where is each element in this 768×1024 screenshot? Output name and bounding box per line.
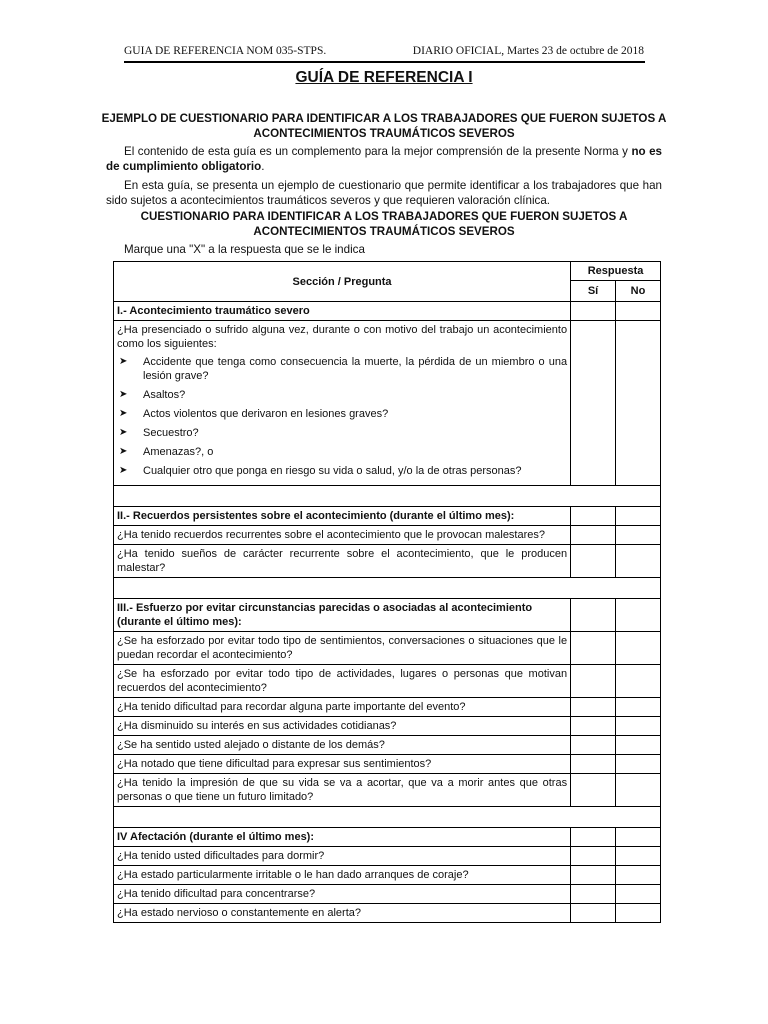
answer-yes-cell[interactable]	[571, 847, 616, 866]
answer-yes-cell[interactable]	[571, 736, 616, 755]
question-text: ¿Ha disminuido su interés en sus actividades cotidianas?	[114, 717, 571, 736]
answer-no-cell[interactable]	[616, 507, 661, 526]
table-row	[114, 665, 661, 698]
question-text: ¿Ha tenido recuerdos recurrentes sobre el acontecimiento que le provocan malestares?	[114, 526, 571, 545]
answer-yes-cell[interactable]	[571, 599, 616, 632]
table-row	[114, 717, 661, 736]
answer-yes-cell[interactable]	[571, 717, 616, 736]
document-title: GUÍA DE REFERENCIA I	[295, 69, 473, 86]
section-header-row	[114, 302, 661, 321]
table-row	[114, 885, 661, 904]
answer-yes-cell[interactable]	[571, 866, 616, 885]
question-text: ¿Ha presenciado o sufrido alguna vez, durante o con motivo del trabajo un acontecimiento como los siguientes:	[117, 324, 568, 350]
event-list-item: ➤ Secuestro?	[117, 426, 567, 440]
event-list-item: ➤ Asaltos?	[117, 388, 567, 402]
intro-bold-text: no es de cumplimiento obligatorio	[106, 145, 662, 173]
answer-no-cell[interactable]	[616, 632, 661, 665]
answer-no-cell[interactable]	[616, 717, 661, 736]
answer-no-cell[interactable]	[616, 755, 661, 774]
answer-no-cell[interactable]	[616, 599, 661, 632]
event-list-item: ➤ Accidente que tenga como consecuencia la muerte, la pérdida de un miembro o una lesión grave?	[117, 355, 567, 383]
table-row	[114, 904, 661, 923]
answer-no-cell[interactable]	[616, 545, 661, 578]
question-text: ¿Se ha sentido usted alejado o distante de los demás?	[114, 736, 571, 755]
header-right: DIARIO OFICIAL, Martes 23 de octubre de 2018	[412, 45, 644, 57]
table-row	[114, 526, 661, 545]
answer-no-cell[interactable]	[616, 698, 661, 717]
question-text: ¿Ha tenido usted dificultades para dormir?	[114, 847, 571, 866]
spacer-cell	[114, 486, 661, 507]
header-no: No	[616, 281, 661, 302]
answer-yes-cell[interactable]	[571, 507, 616, 526]
question-text: ¿Ha tenido dificultad para recordar alguna parte importante del evento?	[114, 698, 571, 717]
answer-no-cell[interactable]	[616, 774, 661, 807]
section-header-row	[114, 599, 661, 632]
question-text: ¿Se ha esforzado por evitar todo tipo de sentimientos, conversaciones o situaciones que le puedan recordar el acontecimiento?	[114, 632, 571, 665]
question-text: ¿Se ha esforzado por evitar todo tipo de actividades, lugares o personas que motivan recuerdos del acontecimiento?	[114, 665, 571, 698]
spacer-row	[114, 486, 661, 507]
question-text: ¿Ha tenido la impresión de que su vida se va a acortar, que va a morir antes que otras personas o que tiene un futuro limitado?	[114, 774, 571, 807]
answer-yes-cell[interactable]	[571, 885, 616, 904]
answer-yes-cell[interactable]	[571, 321, 616, 486]
answer-yes-cell[interactable]	[571, 774, 616, 807]
intro-text: El contenido de esta guía es un complemento para la mejor comprensión de la presente Norma y	[124, 145, 632, 158]
section-title: III.- Esfuerzo por evitar circunstancias parecidas o asociadas al acontecimiento (durante el último mes):	[114, 599, 571, 632]
event-list	[117, 355, 567, 478]
answer-no-cell[interactable]	[616, 321, 661, 486]
section-title: II.- Recuerdos persistentes sobre el acontecimiento (durante el último mes):	[114, 507, 571, 526]
section-title: IV Afectación (durante el último mes):	[114, 828, 571, 847]
answer-no-cell[interactable]	[616, 302, 661, 321]
table-row	[114, 774, 661, 807]
event-list-item: ➤ Amenazas?, o	[117, 445, 567, 459]
question-cell	[114, 321, 571, 486]
spacer-row	[114, 578, 661, 599]
section-header-row	[114, 828, 661, 847]
answer-yes-cell[interactable]	[571, 828, 616, 847]
questionnaire-body	[114, 302, 661, 923]
header-divider	[124, 61, 645, 63]
answer-yes-cell[interactable]	[571, 545, 616, 578]
intro-paragraph-2: En esta guía, se presenta un ejemplo de cuestionario que permite identificar a los trabajadores que han sido sujetos a acontecimientos traumáticos severos y que requieren valoración clínica.	[106, 179, 662, 207]
answer-no-cell[interactable]	[616, 904, 661, 923]
question-text: ¿Ha tenido sueños de carácter recurrente sobre el acontecimiento, que le producen malestar?	[114, 545, 571, 578]
spacer-cell	[114, 807, 661, 828]
question-text: ¿Ha estado particularmente irritable o le han dado arranques de coraje?	[114, 866, 571, 885]
answer-yes-cell[interactable]	[571, 698, 616, 717]
table-row	[114, 321, 661, 486]
answer-no-cell[interactable]	[616, 828, 661, 847]
answer-no-cell[interactable]	[616, 665, 661, 698]
question-text: ¿Ha tenido dificultad para concentrarse?	[114, 885, 571, 904]
intro-paragraph-1	[106, 144, 662, 174]
answer-no-cell[interactable]	[616, 526, 661, 545]
answer-yes-cell[interactable]	[571, 526, 616, 545]
answer-yes-cell[interactable]	[571, 755, 616, 774]
header-left: GUIA DE REFERENCIA NOM 035-STPS.	[124, 45, 327, 57]
table-row	[114, 545, 661, 578]
spacer-cell	[114, 578, 661, 599]
answer-yes-cell[interactable]	[571, 302, 616, 321]
intro-text-end: .	[261, 160, 265, 173]
question-text: ¿Ha estado nervioso o constantemente en alerta?	[114, 904, 571, 923]
instruction-text: Marque una "X" a la respuesta que se le indica	[124, 243, 365, 256]
answer-no-cell[interactable]	[616, 885, 661, 904]
header-yes: Sí	[571, 281, 616, 302]
section-header-row	[114, 507, 661, 526]
document-subtitle: EJEMPLO DE CUESTIONARIO PARA IDENTIFICAR A LOS TRABAJADORES QUE FUERON SUJETOS A ACONTECIMIENTOS TRAUMÁTICOS SEVEROS	[101, 112, 667, 140]
answer-no-cell[interactable]	[616, 847, 661, 866]
header-answer: Respuesta	[571, 262, 661, 281]
table-row	[114, 698, 661, 717]
section-title: I.- Acontecimiento traumático severo	[114, 302, 571, 321]
table-row	[114, 866, 661, 885]
page-header	[124, 45, 644, 57]
answer-no-cell[interactable]	[616, 736, 661, 755]
event-list-item: ➤ Cualquier otro que ponga en riesgo su vida o salud, y/o la de otras personas?	[117, 464, 567, 478]
answer-yes-cell[interactable]	[571, 665, 616, 698]
question-text: ¿Ha notado que tiene dificultad para expresar sus sentimientos?	[114, 755, 571, 774]
event-list-item: ➤ Actos violentos que derivaron en lesiones graves?	[117, 407, 567, 421]
answer-yes-cell[interactable]	[571, 632, 616, 665]
questionnaire-title: CUESTIONARIO PARA IDENTIFICAR A LOS TRABAJADORES QUE FUERON SUJETOS A ACONTECIMIENTOS TRAUMÁTICOS SEVEROS	[140, 210, 628, 238]
answer-no-cell[interactable]	[616, 866, 661, 885]
table-row	[114, 736, 661, 755]
table-row	[114, 632, 661, 665]
table-row	[114, 755, 661, 774]
header-section-question: Sección / Pregunta	[114, 262, 571, 302]
questionnaire-table	[113, 261, 661, 923]
table-row	[114, 847, 661, 866]
spacer-row	[114, 807, 661, 828]
answer-yes-cell[interactable]	[571, 904, 616, 923]
